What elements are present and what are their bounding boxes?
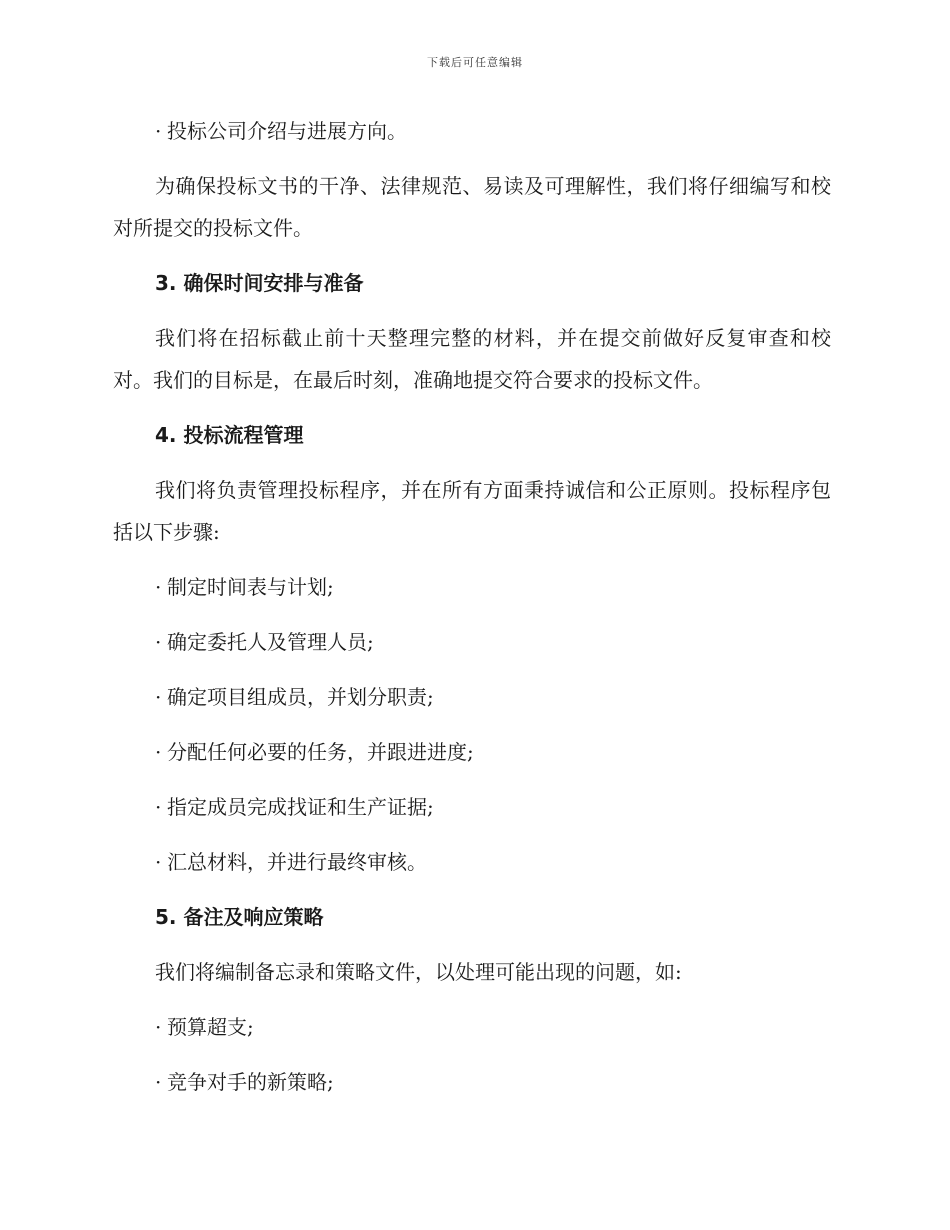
document-body bbox=[113, 110, 831, 1116]
bullet-mark: · bbox=[155, 685, 162, 709]
page-header: 下载后可任意编辑 bbox=[427, 56, 523, 69]
paragraph: 我们将负责管理投标程序，并在所有方面秉持诚信和公正原则。投标程序包括以下步骤: bbox=[113, 478, 831, 544]
paragraph: 为确保投标文书的干净、法律规范、易读及可理解性，我们将仔细编写和校对所提交的投标文件。 bbox=[113, 174, 831, 240]
bullet-mark: · bbox=[155, 740, 162, 764]
bullet-mark: · bbox=[155, 850, 162, 874]
section-heading: 5. 备注及响应策略 bbox=[155, 905, 324, 929]
list-item bbox=[113, 841, 831, 883]
list-item-text: 分配任何必要的任务，并跟进进度; bbox=[167, 740, 474, 764]
paragraph: 我们将编制备忘录和策略文件，以处理可能出现的问题，如: bbox=[155, 960, 682, 984]
list-item-text: 竞争对手的新策略; bbox=[167, 1070, 334, 1094]
list-item bbox=[113, 621, 831, 663]
list-item bbox=[113, 1006, 831, 1048]
paragraph: 我们将在招标截止前十天整理完整的材料，并在提交前做好反复审查和校对。我们的目标是，在最后时刻，准确地提交符合要求的投标文件。 bbox=[113, 326, 831, 392]
bullet-mark: · bbox=[155, 119, 162, 143]
list-item-text: 指定成员完成找证和生产证据; bbox=[167, 795, 434, 819]
list-item bbox=[113, 566, 831, 608]
list-item bbox=[113, 786, 831, 828]
section-heading: 3. 确保时间安排与准备 bbox=[155, 271, 364, 295]
list-item bbox=[113, 676, 831, 718]
list-item-text: 汇总材料，并进行最终审核。 bbox=[167, 850, 427, 874]
list-item bbox=[113, 110, 831, 152]
bullet-mark: · bbox=[155, 1015, 162, 1039]
bullet-mark: · bbox=[155, 1070, 162, 1094]
list-item-text: 确定项目组成员，并划分职责; bbox=[167, 685, 434, 709]
section-heading: 4. 投标流程管理 bbox=[155, 423, 304, 447]
list-item bbox=[113, 731, 831, 773]
list-item-text: 投标公司介绍与进展方向。 bbox=[167, 119, 407, 143]
list-item-text: 预算超支; bbox=[167, 1015, 254, 1039]
bullet-mark: · bbox=[155, 795, 162, 819]
bullet-mark: · bbox=[155, 630, 162, 654]
list-item bbox=[113, 1061, 831, 1103]
list-item-text: 确定委托人及管理人员; bbox=[167, 630, 374, 654]
list-item-text: 制定时间表与计划; bbox=[167, 575, 334, 599]
bullet-mark: · bbox=[155, 575, 162, 599]
